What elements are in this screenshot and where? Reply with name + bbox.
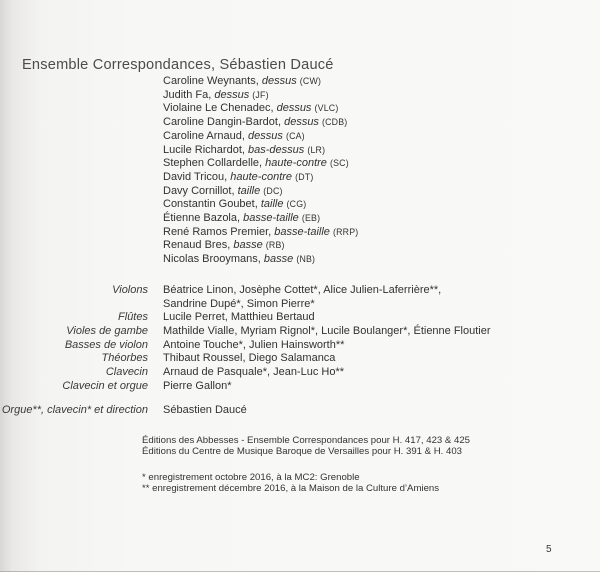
performer-name: Lucile Richardot: [163, 143, 242, 156]
singer-row: [0, 89, 600, 103]
singer-line: Renaud Bres, basse (RB): [163, 239, 285, 252]
singer-label-spacer: [0, 116, 148, 130]
instrument-row: [0, 339, 600, 353]
director-name: Sébastien Daucé: [163, 404, 247, 417]
performer-name: Judith Fa: [163, 88, 209, 101]
singer-line: René Ramos Premier, basse-taille (RRP): [163, 225, 359, 238]
page-title: Ensemble Correspondances, Sébastien Daucé: [22, 56, 334, 73]
singer-line: Violaine Le Chenadec, dessus (VLC): [163, 102, 339, 115]
performer-abbr: (CG): [286, 199, 307, 210]
singer-row: [0, 102, 600, 116]
voice-type: dessus: [276, 102, 312, 115]
performer-abbr: (RB): [265, 240, 285, 251]
singer-line: Judith Fa, dessus (JF): [163, 88, 269, 101]
instrument-names-line: Béatrice Linon, Josèphe Cottet*, Alice Julien-Laferrière**,: [163, 283, 442, 296]
voice-type: basse-taille: [243, 212, 299, 225]
editions-note-line: Éditions des Abbesses - Ensemble Correspondances pour H. 417, 423 & 425: [142, 435, 470, 447]
singer-row: [0, 239, 600, 253]
singer-label-spacer: [0, 75, 148, 89]
performer-abbr: (NB): [296, 254, 316, 265]
instrument-names-line: Antoine Touche*, Julien Hainsworth**: [163, 338, 345, 351]
singer-label-spacer: [0, 185, 148, 199]
section-spacer: [0, 418, 600, 435]
performer-name: David Tricou: [163, 170, 225, 183]
singer-line: Lucile Richardot, bas-dessus (LR): [163, 143, 326, 156]
performer-abbr: (CA): [285, 130, 305, 141]
footnote-line: * enregistrement octobre 2016, à la MC2: Grenoble: [142, 471, 360, 483]
instrument-names-line: Sandrine Dupé*, Simon Pierre*: [163, 297, 315, 310]
singer-row: [0, 226, 600, 240]
singer-row: [0, 253, 600, 267]
voice-type: basse-taille: [274, 225, 330, 238]
instrument-label: Violons: [112, 283, 148, 296]
instrument-row: [0, 352, 600, 366]
footnote-line: ** enregistrement décembre 2016, à la Maison de la Culture d’Amiens: [142, 483, 440, 495]
singer-row: [0, 198, 600, 212]
singer-line: Stephen Collardelle, haute-contre (SC): [163, 157, 349, 170]
voice-type: basse: [263, 253, 294, 266]
performer-abbr: (EB): [301, 213, 321, 224]
voice-type: dessus: [248, 129, 283, 142]
performer-name: Davy Cornillot: [163, 184, 232, 197]
voice-type: bas-dessus: [248, 143, 305, 156]
voice-type: taille: [237, 184, 261, 197]
performer-name: Nicolas Brooymans: [163, 253, 258, 266]
performer-name: Violaine Le Chenadec: [163, 102, 271, 115]
singer-label-spacer: [0, 157, 148, 171]
instruments-list: [0, 284, 600, 394]
instrument-label: Basses de violon: [64, 338, 148, 351]
singer-label-spacer: [0, 130, 148, 144]
singer-label-spacer: [0, 89, 148, 103]
singer-line: Caroline Arnaud, dessus (CA): [163, 129, 305, 142]
page-number: 5: [546, 544, 552, 555]
voice-type: basse: [233, 239, 263, 252]
instrument-names-line: Pierre Gallon*: [163, 379, 232, 392]
singer-row: [0, 185, 600, 199]
singer-label-spacer: [0, 239, 148, 253]
performer-abbr: (DC): [263, 185, 283, 196]
direction-label: Orgue**, clavecin* et direction: [1, 404, 148, 417]
performer-name: Caroline Weynants: [163, 75, 256, 87]
instrument-names-line: Lucile Perret, Matthieu Bertaud: [163, 311, 315, 324]
performer-name: Constantin Goubet: [163, 198, 255, 211]
singer-label-spacer: [0, 212, 148, 226]
performer-abbr: (RRP): [332, 226, 359, 237]
direction-row: [0, 404, 600, 418]
performer-name: Caroline Dangin-Bardot: [163, 116, 278, 129]
performer-name: Caroline Arnaud: [163, 129, 242, 142]
singer-label-spacer: [0, 198, 148, 212]
instrument-names: [163, 325, 491, 339]
instrument-label: Violes de gambe: [66, 324, 148, 337]
performer-abbr: (CDB): [322, 117, 348, 128]
instrument-label: Théorbes: [101, 352, 148, 365]
singer-line: Caroline Weynants, dessus (CW): [163, 75, 322, 87]
singer-label-spacer: [0, 144, 148, 158]
singer-line: Constantin Goubet, taille (CG): [163, 198, 307, 211]
section-spacer: [0, 458, 600, 472]
singer-row: [0, 171, 600, 185]
singer-line: David Tricou, haute-contre (DT): [163, 170, 314, 183]
singer-label-spacer: [0, 102, 148, 116]
voice-type: dessus: [284, 116, 319, 129]
voice-type: haute-contre: [230, 170, 293, 183]
instrument-names-line: Mathilde Vialle, Myriam Rignol*, Lucile Boulanger*, Étienne Floutier: [163, 324, 491, 337]
voice-type: dessus: [261, 75, 297, 87]
instrument-row: [0, 325, 600, 339]
singer-label-spacer: [0, 226, 148, 240]
performer-abbr: (SC): [329, 158, 349, 169]
performer-abbr: (DT): [295, 171, 314, 182]
instrument-names: [163, 284, 441, 311]
instrument-names: [163, 311, 315, 325]
instrument-label: Clavecin et orgue: [62, 379, 148, 392]
singer-row: [0, 116, 600, 130]
voice-type: taille: [260, 198, 284, 211]
performer-name: Stephen Collardelle: [163, 157, 260, 170]
instrument-row: [0, 366, 600, 380]
singers-list: [0, 75, 600, 267]
singer-line: Davy Cornillot, taille (DC): [163, 184, 283, 197]
performer-abbr: (LR): [307, 144, 326, 155]
singer-row: [0, 75, 600, 89]
editions-note-line: Éditions du Centre de Musique Baroque de Versailles pour H. 391 & H. 403: [142, 446, 462, 458]
instrument-label: Clavecin: [105, 366, 148, 379]
instrument-names: [163, 352, 335, 366]
performer-name: Étienne Bazola: [163, 212, 237, 225]
instrument-label: Flûtes: [118, 311, 148, 324]
voice-type: haute-contre: [265, 157, 327, 170]
singer-label-spacer: [0, 171, 148, 185]
singer-line: Nicolas Brooymans, basse (NB): [163, 253, 316, 266]
singer-label-spacer: [0, 253, 148, 267]
instrument-names: [163, 339, 344, 353]
instrument-row: [0, 380, 600, 394]
singer-row: [0, 212, 600, 226]
instrument-names-line: Thibaut Roussel, Diego Salamanca: [163, 352, 336, 365]
recording-footnotes: [0, 472, 600, 495]
singer-row: [0, 130, 600, 144]
singer-row: [0, 157, 600, 171]
voice-type: dessus: [214, 88, 250, 101]
instrument-names: [163, 366, 344, 380]
credits-list: [0, 75, 600, 494]
performer-abbr: (JF): [252, 89, 269, 100]
performer-name: Renaud Bres: [163, 239, 228, 252]
performer-name: René Ramos Premier: [163, 225, 269, 238]
singer-line: Étienne Bazola, basse-taille (EB): [163, 212, 321, 225]
singer-row: [0, 144, 600, 158]
instrument-names: [163, 380, 231, 394]
instrument-row: [0, 311, 600, 325]
performer-abbr: (VLC): [314, 103, 339, 114]
performer-abbr: (CW): [299, 76, 322, 86]
section-spacer: [0, 267, 600, 284]
editions-note: [0, 435, 600, 458]
section-spacer: [0, 393, 600, 404]
instrument-row: [0, 284, 600, 311]
singer-line: Caroline Dangin-Bardot, dessus (CDB): [163, 116, 348, 129]
instrument-names-line: Arnaud de Pasquale*, Jean-Luc Ho**: [163, 366, 345, 379]
